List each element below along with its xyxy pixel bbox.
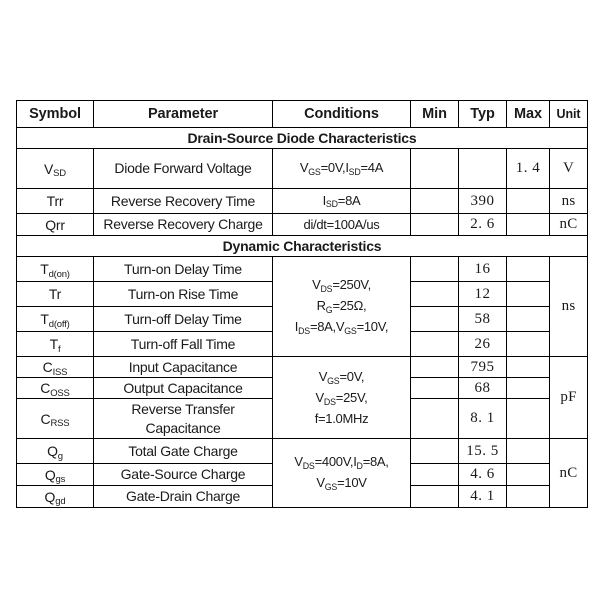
- row-parameter-coss: Output Capacitance: [94, 378, 273, 399]
- section-title-diode: Drain-Source Diode Characteristics: [17, 128, 588, 149]
- row-typ-coss: 68: [459, 378, 507, 399]
- cond-base: V: [294, 454, 303, 469]
- row-symbol-ciss: [17, 357, 94, 378]
- symbol-base: Q: [44, 466, 56, 483]
- cond-subscript: G: [325, 304, 333, 315]
- table-row: [17, 189, 588, 214]
- row-typ-qgd: 4. 1: [459, 486, 507, 508]
- row-conditions-vsd: [273, 149, 411, 189]
- row-unit-trr: ns: [550, 189, 588, 214]
- cond-frequency: f=1.0MHz: [314, 411, 369, 426]
- cond-base: I: [322, 192, 326, 208]
- row-parameter-vsd: Diode Forward Voltage: [94, 149, 273, 189]
- row-symbol-crss: [17, 399, 94, 439]
- row-typ-crss: 8. 1: [459, 399, 507, 439]
- cond-mid: =8A: [337, 192, 361, 208]
- row-typ-trr: 390: [459, 189, 507, 214]
- section-title-row-dynamic: [17, 236, 588, 257]
- symbol-subscript: g: [57, 450, 63, 462]
- cond-subscript: GS: [327, 375, 340, 386]
- column-header-max: Max: [507, 101, 550, 128]
- cond-tail: =10V: [337, 475, 367, 490]
- symbol-subscript: ISS: [52, 366, 68, 378]
- column-header-typ: Typ: [459, 101, 507, 128]
- row-symbol-qrr: Qrr: [17, 214, 94, 236]
- symbol-base: Q: [44, 488, 56, 505]
- row-symbol-coss: [17, 378, 94, 399]
- symbol-base: C: [40, 380, 51, 396]
- cond-subscript: DS: [298, 325, 310, 336]
- table-row: [17, 149, 588, 189]
- cond-tail-2: =8A,: [362, 454, 389, 469]
- symbol-subscript: gd: [55, 496, 66, 508]
- cond-subscript: DS: [302, 460, 315, 471]
- symbol-base: C: [40, 410, 51, 427]
- column-header-parameter: Parameter: [94, 101, 273, 128]
- row-min-td-off: [411, 307, 459, 332]
- unit-pf: pF: [550, 357, 588, 439]
- row-symbol-trr: [17, 189, 94, 214]
- row-min-coss: [411, 378, 459, 399]
- row-parameter-tr: Turn-on Rise Time: [94, 282, 273, 307]
- table-header-row: [17, 101, 588, 128]
- cond-base: V: [318, 369, 328, 384]
- symbol-subscript: d(on): [48, 268, 70, 280]
- row-parameter-qgd: Gate-Drain Charge: [94, 486, 273, 508]
- symbol-base: T: [40, 311, 49, 327]
- symbol-subscript: gs: [55, 474, 66, 486]
- symbol-base: V: [44, 160, 54, 177]
- row-max-vsd: 1. 4: [507, 149, 550, 189]
- row-typ-tr: 12: [459, 282, 507, 307]
- row-typ-qg: 15. 5: [459, 439, 507, 464]
- row-parameter-trr: Reverse Recovery Time: [94, 189, 273, 214]
- conditions-switching: [273, 257, 411, 357]
- cond-subscript: DS: [320, 283, 333, 294]
- row-max-coss: [507, 378, 550, 399]
- cond-base: R: [316, 298, 326, 313]
- row-max-qgs: [507, 464, 550, 486]
- row-parameter-td-on: Turn-on Delay Time: [94, 257, 273, 282]
- row-symbol-td-on: [17, 257, 94, 282]
- row-max-crss: [507, 399, 550, 439]
- table-row: [17, 357, 588, 378]
- cond-subscript-2: D: [356, 460, 363, 471]
- row-max-qgd: [507, 486, 550, 508]
- symbol-base: C: [42, 359, 53, 375]
- row-parameter-qgs: Gate-Source Charge: [94, 464, 273, 486]
- row-max-tf: [507, 332, 550, 357]
- row-symbol-qg: [17, 439, 94, 464]
- conditions-gate-charge: [273, 439, 411, 508]
- row-typ-td-on: 16: [459, 257, 507, 282]
- row-typ-td-off: 58: [459, 307, 507, 332]
- row-conditions-trr: [273, 189, 411, 214]
- cond-subscript-1: GS: [308, 166, 321, 177]
- unit-nc: nC: [550, 439, 588, 508]
- cond-subscript-2: GS: [344, 325, 357, 336]
- column-header-symbol: Symbol: [17, 101, 94, 128]
- row-min-crss: [411, 399, 459, 439]
- symbol-base: Q: [47, 443, 58, 459]
- row-symbol-tf: [17, 332, 94, 357]
- row-symbol-td-off: [17, 307, 94, 332]
- symbol-base: Trr: [46, 193, 64, 209]
- row-parameter-crss: Reverse Transfer Capacitance: [94, 399, 273, 439]
- row-min-qgs: [411, 464, 459, 486]
- row-parameter-td-off: Turn-off Delay Time: [94, 307, 273, 332]
- row-max-qrr: [507, 214, 550, 236]
- column-header-min: Min: [411, 101, 459, 128]
- symbol-subscript: RSS: [50, 418, 70, 430]
- cond-subscript: GS: [324, 481, 338, 492]
- symbol-subscript: SD: [53, 168, 66, 180]
- symbol-base: T: [49, 336, 58, 352]
- cond-tail: =25V,: [335, 390, 368, 405]
- cond-mid: =0V,I: [320, 160, 349, 175]
- row-parameter-qg: Total Gate Charge: [94, 439, 273, 464]
- cond-tail: =25Ω,: [332, 298, 367, 313]
- unit-ns: ns: [550, 257, 588, 357]
- row-parameter-ciss: Input Capacitance: [94, 357, 273, 378]
- row-symbol-qgs: [17, 464, 94, 486]
- row-typ-qgs: 4. 6: [459, 464, 507, 486]
- row-unit-vsd: V: [550, 149, 588, 189]
- row-typ-qrr: 2. 6: [459, 214, 507, 236]
- section-title-row-diode: [17, 128, 588, 149]
- row-max-td-off: [507, 307, 550, 332]
- row-parameter-tf: Turn-off Fall Time: [94, 332, 273, 357]
- row-min-qg: [411, 439, 459, 464]
- datasheet-table-container: [16, 100, 587, 508]
- cond-base: V: [299, 160, 309, 175]
- row-typ-ciss: 795: [459, 357, 507, 378]
- row-max-trr: [507, 189, 550, 214]
- row-min-td-on: [411, 257, 459, 282]
- row-max-tr: [507, 282, 550, 307]
- cond-tail: =250V,: [332, 277, 371, 292]
- row-symbol-vsd: [17, 149, 94, 189]
- symbol-subscript: f: [57, 343, 61, 355]
- symbol-subscript: d(off): [48, 318, 70, 330]
- row-min-vsd: [411, 149, 459, 189]
- cond-base: V: [312, 277, 321, 292]
- row-parameter-qrr: Reverse Recovery Charge: [94, 214, 273, 236]
- cond-mid: =400V,I: [314, 454, 357, 469]
- row-min-qrr: [411, 214, 459, 236]
- row-symbol-qgd: [17, 486, 94, 508]
- column-header-conditions: Conditions: [273, 101, 411, 128]
- symbol-base: T: [40, 261, 49, 277]
- row-max-qg: [507, 439, 550, 464]
- cond-tail: =0V,: [339, 369, 365, 384]
- row-min-qgd: [411, 486, 459, 508]
- row-min-ciss: [411, 357, 459, 378]
- cond-tail-2: =10V,: [356, 319, 389, 334]
- row-symbol-tr: Tr: [17, 282, 94, 307]
- conditions-capacitance: [273, 357, 411, 439]
- symbol-subscript: OSS: [50, 387, 70, 399]
- row-min-trr: [411, 189, 459, 214]
- cond-mid: =8A,V: [309, 319, 345, 334]
- row-max-td-on: [507, 257, 550, 282]
- column-header-unit: Unit: [550, 101, 588, 128]
- section-title-dynamic: Dynamic Characteristics: [17, 236, 588, 257]
- cond-base: V: [316, 475, 325, 490]
- row-typ-vsd: [459, 149, 507, 189]
- cond-base: V: [315, 390, 324, 405]
- cond-tail: =4A: [360, 160, 384, 175]
- table-row: [17, 214, 588, 236]
- electrical-characteristics-table: [16, 100, 588, 508]
- table-row: [17, 257, 588, 282]
- row-conditions-qrr: di/dt=100A/us: [273, 214, 411, 236]
- table-row: [17, 439, 588, 464]
- row-min-tr: [411, 282, 459, 307]
- row-unit-qrr: nC: [550, 214, 588, 236]
- row-min-tf: [411, 332, 459, 357]
- cond-base: I: [294, 319, 299, 334]
- row-typ-tf: 26: [459, 332, 507, 357]
- cond-subscript-2: SD: [348, 166, 361, 177]
- row-max-ciss: [507, 357, 550, 378]
- cond-subscript: DS: [323, 396, 336, 407]
- cond-subscript-1: SD: [325, 199, 338, 210]
